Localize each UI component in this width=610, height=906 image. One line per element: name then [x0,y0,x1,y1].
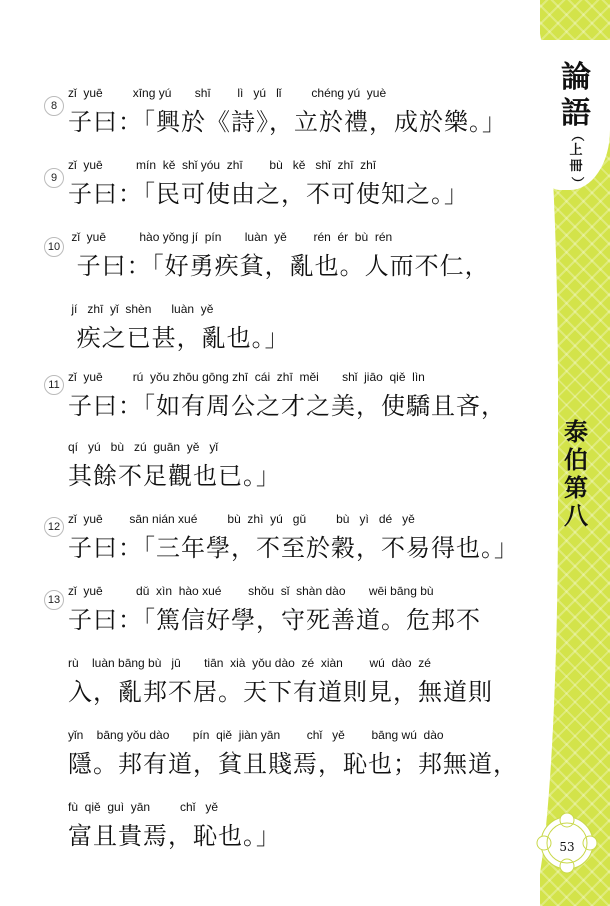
subtitle-char: 冊 [569,159,583,174]
hanzi-text: 子曰：「好勇疾貧，亂也。人而不仁， [68,252,490,280]
book-title-char-2: 語 [561,96,591,131]
hanzi-text: 子曰：「興於《詩》，立於禮，成於樂。」 [68,108,507,136]
book-title-char-1: 論 [561,60,591,95]
chapter-char: 八 [564,501,588,530]
hanzi-text: 子曰：「篤信好學，守死善道。危邦不 [68,606,481,634]
hanzi-text: 隱。邦有道，貧且賤焉，恥也；邦無道， [68,750,518,778]
pinyin-text: zǐ yuē rú yǒu zhōu gōng zhī cái zhī měi shǐ jiāo qiě lìn [68,370,425,384]
pinyin-text: yǐn bāng yǒu dào pín qiě jiàn yān chǐ yě bāng wú dào [68,728,444,742]
pinyin-text: qí yú bù zú guān yě yǐ [68,440,219,454]
pinyin-text: zǐ yuē dǔ xìn hào xué shǒu sǐ shàn dào wēi bāng bù [68,584,434,598]
entry-number: 11 [44,375,64,395]
hanzi-text: 疾之已甚，亂也。」 [68,324,290,352]
chapter-char: 泰 [564,417,588,446]
hanzi-text: 富且貴焉，恥也。」 [68,822,281,850]
hanzi-text: 子曰：「民可使由之，不可使知之。」 [68,180,469,208]
entry-number: 9 [44,168,64,188]
pinyin-text: rù luàn bāng bù jū tiān xià yǒu dào zé xiàn wú dào zé [68,656,431,670]
entry-number: 13 [44,590,64,610]
entry-number: 12 [44,517,64,537]
hanzi-text: 其餘不足觀也已。」 [68,462,281,490]
chapter-char: 伯 [564,445,588,474]
hanzi-text: 子曰：「三年學，不至於穀，不易得也。」 [68,534,519,562]
volume-subtitle [548,127,604,191]
chapter-title [548,418,604,530]
hanzi-text: 子曰：「如有周公之才之美，使驕且吝， [68,392,506,420]
subtitle-char: 上 [569,143,583,158]
subtitle-char: （ [569,128,584,142]
chapter-char: 第 [564,473,588,502]
hanzi-text: 入，亂邦不居。天下有道則見，無道則 [68,678,493,706]
entry-number: 10 [44,237,64,257]
pinyin-text: fù qiě guì yān chǐ yě [68,800,219,814]
pinyin-text: zǐ yuē sān nián xué bù zhì yú gǔ bù yì dé yě [68,512,415,526]
pinyin-text: zǐ yuē xīng yú shī lì yú lǐ chéng yú yuè [68,86,387,100]
page-number: 53 [559,840,575,854]
subtitle-char: ） [569,176,584,190]
pinyin-text: zǐ yuē hào yǒng jí pín luàn yě rén ér bù rén [68,230,393,244]
pinyin-text: zǐ yuē mín kě shǐ yóu zhī bù kě shǐ zhī zhī [68,158,377,172]
pinyin-text: jí zhī yǐ shèn luàn yě [68,302,214,316]
entry-number: 8 [44,96,64,116]
